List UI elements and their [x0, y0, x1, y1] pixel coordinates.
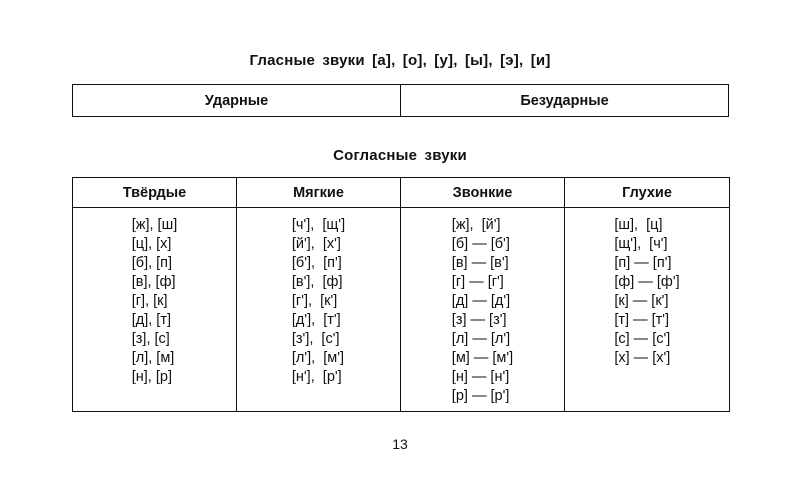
sound-pair-item: [г], [к] — [131, 293, 168, 309]
sound-pair-item: [ф] — [ф'] — [614, 274, 680, 290]
sound-pair-item: [б] — [б'] — [451, 236, 510, 252]
sound-pair-item: [н'], [р'] — [291, 369, 342, 385]
header-unstressed: Безударные — [401, 85, 729, 117]
header-voiceless: Глухие — [565, 178, 730, 208]
sound-pair-item: [б'], [п'] — [291, 255, 342, 271]
sound-pair-item: [к] — [к'] — [614, 293, 669, 309]
sound-pair-item: [ш], [ц] — [614, 217, 663, 233]
sound-pair-item: [д], [т] — [131, 312, 172, 328]
sound-pair-item: [ж], [ш] — [131, 217, 178, 233]
sound-pair-item: [в] — [в'] — [451, 255, 509, 271]
header-voiced: Звонкие — [401, 178, 565, 208]
sound-pair-item: [л'], [м'] — [291, 350, 345, 366]
sound-pair-item: [х] — [х'] — [614, 350, 671, 366]
header-hard: Твёрдые — [73, 178, 237, 208]
sound-pair-item: [й'], [х'] — [291, 236, 341, 252]
sound-pair-item: [г] — [г'] — [451, 274, 504, 290]
sound-pair-item: [г'], [к'] — [291, 293, 338, 309]
sound-pair-item: [п] — [п'] — [614, 255, 672, 271]
column-voiceless — [565, 208, 730, 412]
vowels-table — [72, 84, 729, 117]
sound-pair-item: [ж], [й'] — [451, 217, 501, 233]
sound-pair-item: [м] — [м'] — [451, 350, 514, 366]
sound-pair-item: [з] — [з'] — [451, 312, 507, 328]
sound-pair-item: [д] — [д'] — [451, 293, 511, 309]
sound-pair-item: [в], [ф] — [131, 274, 176, 290]
consonants-table — [72, 177, 730, 412]
sound-pair-item: [т] — [т'] — [614, 312, 670, 328]
sound-pair-item: [н] — [н'] — [451, 369, 510, 385]
sound-pair-item: [ц], [х] — [131, 236, 172, 252]
sound-pair-item: [ч'], [щ'] — [291, 217, 346, 233]
page-number: 13 — [392, 436, 408, 452]
sound-pair-item: [л] — [л'] — [451, 331, 511, 347]
voiced-sounds-list — [452, 216, 513, 406]
sound-pair-item: [з], [с] — [131, 331, 170, 347]
sound-pair-item: [в'], [ф] — [291, 274, 343, 290]
hard-sounds-list — [132, 216, 178, 387]
sound-pair-item: [л], [м] — [131, 350, 175, 366]
sound-pair-item: [б], [п] — [131, 255, 173, 271]
header-soft: Мягкие — [237, 178, 401, 208]
sound-pair-item: [н], [р] — [131, 369, 172, 385]
sound-pair-item: [з'], [с'] — [291, 331, 340, 347]
consonants-title: Согласные звуки — [333, 147, 467, 164]
header-stressed: Ударные — [73, 85, 401, 117]
sound-pair-item: [р] — [р'] — [451, 388, 510, 404]
column-voiced — [401, 208, 565, 412]
sound-pair-item: [с] — [с'] — [614, 331, 671, 347]
soft-sounds-list — [292, 216, 345, 387]
column-hard — [73, 208, 237, 412]
column-soft — [237, 208, 401, 412]
voiceless-sounds-list — [614, 216, 679, 368]
vowels-title: Гласные звуки [а], [о], [у], [ы], [э], [и] — [249, 52, 551, 69]
sound-pair-item: [д'], [т'] — [291, 312, 341, 328]
sound-pair-item: [щ'], [ч'] — [614, 236, 668, 252]
